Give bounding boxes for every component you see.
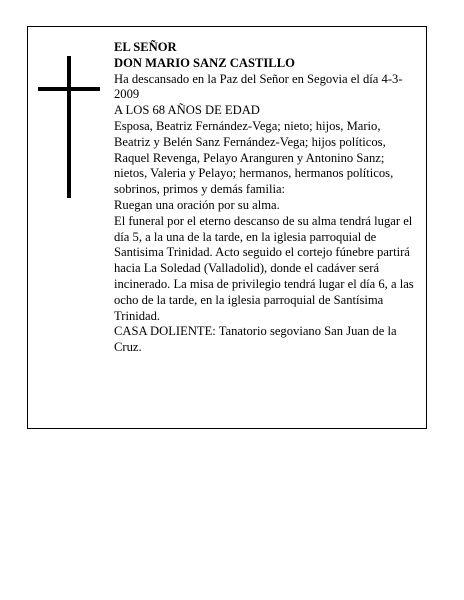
obituary-notice	[27, 26, 427, 429]
mourning-house: CASA DOLIENTE: Tanatorio segoviano San Juan de la Cruz.	[114, 324, 397, 355]
death-announcement: Ha descansado en la Paz del Señor en Segovia el día 4-3-2009	[114, 71, 403, 102]
age-line: A LOS 68 AÑOS DE EDAD	[114, 103, 260, 118]
prayer-request: Ruegan una oración por su alma.	[114, 197, 280, 212]
funeral-details: El funeral por el eterno descanso de su alma tendrá lugar el día 5, a la una de la tarde, en la iglesia parroquial de Santisima Trinidad. Acto seguido el cortejo fúnebre partirá hacia La Soledad (Valladolid), donde el cadáver será incinerado. La misa de privilegio tendrá lugar el día 6, a las ocho de la tarde, en la iglesia parroquial de Santísima Trinidad.	[114, 213, 414, 323]
family-list: Esposa, Beatriz Fernández-Vega; nieto; hijos, Mario, Beatriz y Belén Sanz Fernández-Vega; hijos políticos, Raquel Revenga, Pelayo Aranguren y Antonino Sanz; nietos, Valeria y Pelayo; hermanos, hermanos políticos, sobrinos, primos y demás familia:	[114, 118, 394, 197]
deceased-name: DON MARIO SANZ CASTILLO	[114, 55, 295, 70]
notice-text	[114, 40, 418, 356]
cross-horizontal-bar	[38, 87, 100, 91]
notice-title: EL SEÑOR	[114, 40, 177, 54]
cross-vertical-bar	[67, 56, 71, 198]
cross-icon	[38, 56, 100, 198]
